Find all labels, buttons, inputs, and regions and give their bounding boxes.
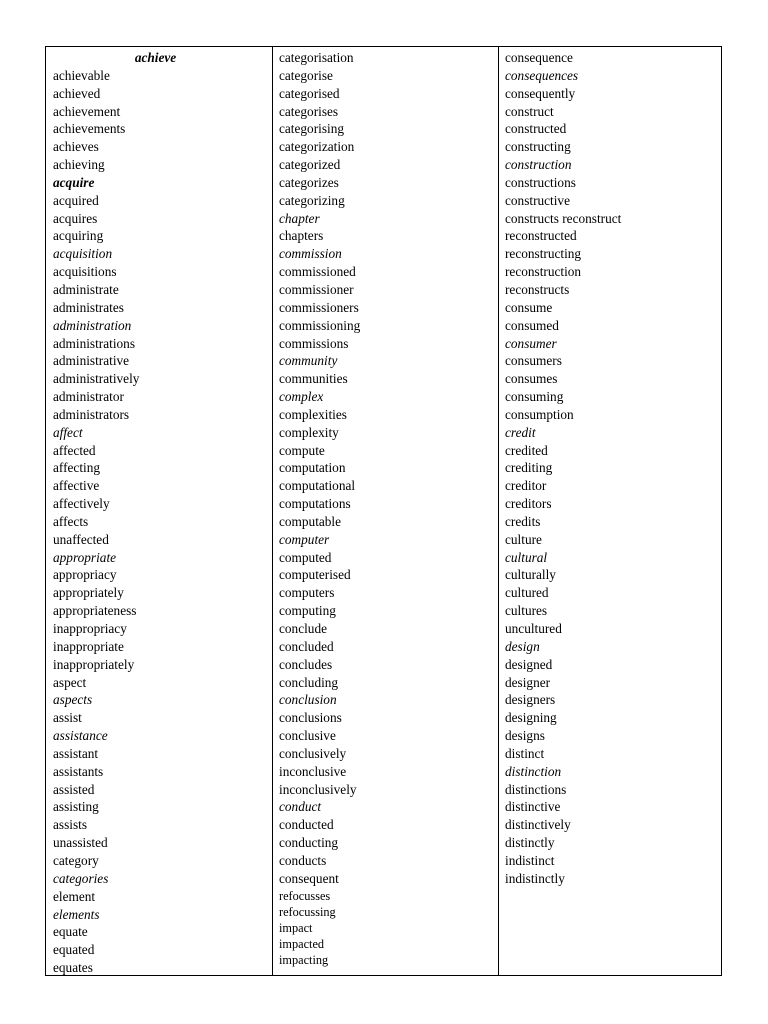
word-column-3 bbox=[498, 47, 721, 975]
word-form: computation bbox=[279, 460, 346, 476]
word-form: equate bbox=[53, 924, 88, 940]
word-form: conducted bbox=[279, 817, 334, 833]
word-form: assists bbox=[53, 817, 87, 833]
word-form: element bbox=[53, 888, 96, 904]
word-form: credits bbox=[505, 513, 541, 529]
word-form: computational bbox=[279, 478, 356, 494]
headword: credit bbox=[505, 424, 536, 440]
word-form: culturally bbox=[505, 567, 556, 583]
word-form: designer bbox=[505, 674, 551, 690]
word-form: administratively bbox=[53, 371, 140, 387]
word-form: commissioned bbox=[279, 264, 356, 280]
word-form: appropriately bbox=[53, 585, 124, 601]
word-form: assistant bbox=[53, 745, 99, 761]
word-form: impacting bbox=[279, 953, 329, 968]
word-form: administrates bbox=[53, 299, 124, 315]
word-form: cultures bbox=[505, 603, 548, 619]
headword: appropriate bbox=[53, 549, 117, 565]
word-form: assisted bbox=[53, 781, 95, 797]
word-form: reconstructed bbox=[505, 228, 577, 244]
headword: affect bbox=[53, 424, 83, 440]
word-form: constructed bbox=[505, 121, 567, 137]
word-form: compute bbox=[279, 442, 325, 458]
word-form: achievements bbox=[53, 121, 126, 137]
word-list-table bbox=[45, 46, 722, 976]
word-form: computations bbox=[279, 496, 351, 512]
word-form: consuming bbox=[505, 389, 564, 405]
headword: achieve bbox=[134, 50, 177, 65]
word-form: equated bbox=[53, 942, 95, 958]
word-form: computable bbox=[279, 513, 342, 529]
headword: elements bbox=[53, 906, 100, 922]
word-form: distinctly bbox=[505, 835, 555, 851]
word-form: affects bbox=[53, 513, 89, 529]
word-form: administrators bbox=[53, 406, 130, 422]
word-form: credited bbox=[505, 442, 548, 458]
word-form: consumers bbox=[505, 353, 562, 369]
word-form: computerised bbox=[279, 567, 351, 583]
word-form: indistinctly bbox=[505, 870, 565, 886]
headword: construction bbox=[505, 157, 572, 173]
word-form: construct bbox=[505, 103, 554, 119]
word-form: consumes bbox=[505, 371, 558, 387]
word-form: achieving bbox=[53, 157, 105, 173]
word-form: consequently bbox=[505, 85, 576, 101]
word-form: category bbox=[53, 852, 99, 868]
word-form: commissioner bbox=[279, 281, 354, 297]
word-form: constructing bbox=[505, 139, 571, 155]
word-form: conclude bbox=[279, 621, 327, 636]
word-form: categorized bbox=[279, 157, 341, 173]
word-form: assistants bbox=[53, 763, 104, 779]
word-form: inappropriately bbox=[53, 656, 135, 672]
word-form: consumption bbox=[505, 406, 574, 422]
word-form: commissioners bbox=[279, 299, 359, 315]
word-form: equates bbox=[53, 960, 93, 976]
word-form: appropriateness bbox=[53, 603, 137, 619]
headword: aspects bbox=[53, 692, 93, 708]
headword: cultural bbox=[505, 549, 548, 565]
word-form: computing bbox=[279, 603, 336, 619]
word-form: concluding bbox=[279, 674, 339, 690]
word-form: conclusive bbox=[279, 728, 336, 744]
headword: design bbox=[505, 638, 540, 654]
word-form: categorising bbox=[279, 121, 344, 137]
word-form: refocussing bbox=[279, 904, 336, 919]
headword: consumer bbox=[505, 335, 557, 351]
word-form: affecting bbox=[53, 460, 101, 476]
word-form: categorises bbox=[279, 103, 339, 119]
word-form: achievement bbox=[53, 103, 121, 119]
word-form: concludes bbox=[279, 656, 333, 672]
headword: computer bbox=[279, 531, 330, 547]
headword: assistance bbox=[53, 728, 108, 744]
word-form: designs bbox=[505, 728, 545, 744]
word-form: assisting bbox=[53, 799, 99, 815]
word-form: conducts bbox=[279, 852, 327, 868]
word-form: inconclusively bbox=[279, 781, 357, 797]
word-form: refocusses bbox=[279, 888, 331, 903]
word-form: reconstruction bbox=[505, 264, 582, 280]
word-form: inappropriate bbox=[53, 638, 124, 654]
word-form: affectively bbox=[53, 496, 110, 512]
word-form: uncultured bbox=[505, 621, 562, 636]
word-form: concluded bbox=[279, 638, 334, 654]
word-form: conclusively bbox=[279, 745, 347, 761]
word-form: commissioning bbox=[279, 317, 361, 333]
word-form: reconstructs bbox=[505, 281, 570, 297]
headword: chapter bbox=[279, 210, 320, 226]
word-form: constructs reconstruct bbox=[505, 210, 622, 226]
word-form: administrations bbox=[53, 335, 135, 351]
word-form: inappropriacy bbox=[53, 621, 127, 636]
word-form: designing bbox=[505, 710, 557, 726]
word-form: achievable bbox=[53, 67, 110, 83]
word-form: consequence bbox=[505, 50, 573, 65]
word-form: chapters bbox=[279, 228, 324, 244]
headword: conduct bbox=[279, 799, 322, 815]
word-form: constructions bbox=[505, 174, 576, 190]
word-form: consequent bbox=[279, 870, 339, 886]
word-form: commissions bbox=[279, 335, 349, 351]
word-form: computed bbox=[279, 549, 332, 565]
word-form: designed bbox=[505, 656, 553, 672]
word-form: consume bbox=[505, 299, 553, 315]
headword: distinction bbox=[505, 763, 562, 779]
headword: commission bbox=[279, 246, 342, 262]
word-form: conducting bbox=[279, 835, 339, 851]
word-form: appropriacy bbox=[53, 567, 117, 583]
word-form: unassisted bbox=[53, 835, 108, 851]
headword: acquisition bbox=[53, 246, 113, 262]
headword: complex bbox=[279, 389, 324, 405]
word-form: consumed bbox=[505, 317, 559, 333]
word-form: affective bbox=[53, 478, 100, 494]
word-form: administrate bbox=[53, 281, 119, 297]
word-form: distinct bbox=[505, 745, 545, 761]
word-form: aspect bbox=[53, 674, 87, 690]
headword: acquire bbox=[53, 174, 95, 190]
word-form: creditors bbox=[505, 496, 552, 512]
word-form: indistinct bbox=[505, 852, 555, 868]
headword: consequences bbox=[505, 67, 579, 83]
word-form: complexity bbox=[279, 424, 339, 440]
word-form: distinctions bbox=[505, 781, 567, 797]
word-form: conclusions bbox=[279, 710, 342, 726]
word-form: achieved bbox=[53, 85, 101, 101]
headword: administration bbox=[53, 317, 132, 333]
word-form: culture bbox=[505, 531, 542, 547]
word-form: distinctively bbox=[505, 817, 571, 833]
word-form: impacted bbox=[279, 937, 325, 952]
word-form: inconclusive bbox=[279, 763, 347, 779]
headword: community bbox=[279, 353, 338, 369]
word-form: impact bbox=[279, 921, 313, 936]
word-form: categorise bbox=[279, 67, 333, 83]
word-form: acquiring bbox=[53, 228, 104, 244]
word-form: acquired bbox=[53, 192, 99, 208]
headword: categories bbox=[53, 870, 109, 886]
word-form: crediting bbox=[505, 460, 553, 476]
word-form: creditor bbox=[505, 478, 547, 494]
word-form: categorizing bbox=[279, 192, 345, 208]
word-form: administrator bbox=[53, 389, 124, 405]
word-form: acquisitions bbox=[53, 264, 117, 280]
word-form: cultured bbox=[505, 585, 549, 601]
word-form: complexities bbox=[279, 406, 347, 422]
word-form: designers bbox=[505, 692, 556, 708]
word-form: categorizes bbox=[279, 174, 339, 190]
word-form: constructive bbox=[505, 192, 570, 208]
word-form: acquires bbox=[53, 210, 98, 226]
word-form: communities bbox=[279, 371, 348, 387]
word-form: achieves bbox=[53, 139, 99, 155]
word-form: reconstructing bbox=[505, 246, 582, 262]
word-form: categorisation bbox=[279, 50, 354, 65]
word-form: computers bbox=[279, 585, 335, 601]
headword: conclusion bbox=[279, 692, 337, 708]
word-form: assist bbox=[53, 710, 82, 726]
word-form: administrative bbox=[53, 353, 130, 369]
word-form: categorised bbox=[279, 85, 340, 101]
word-form: unaffected bbox=[53, 531, 109, 547]
word-form: affected bbox=[53, 442, 96, 458]
word-form: distinctive bbox=[505, 799, 561, 815]
word-form: categorization bbox=[279, 139, 355, 155]
word-column-1 bbox=[46, 47, 272, 975]
word-column-2 bbox=[272, 47, 498, 975]
